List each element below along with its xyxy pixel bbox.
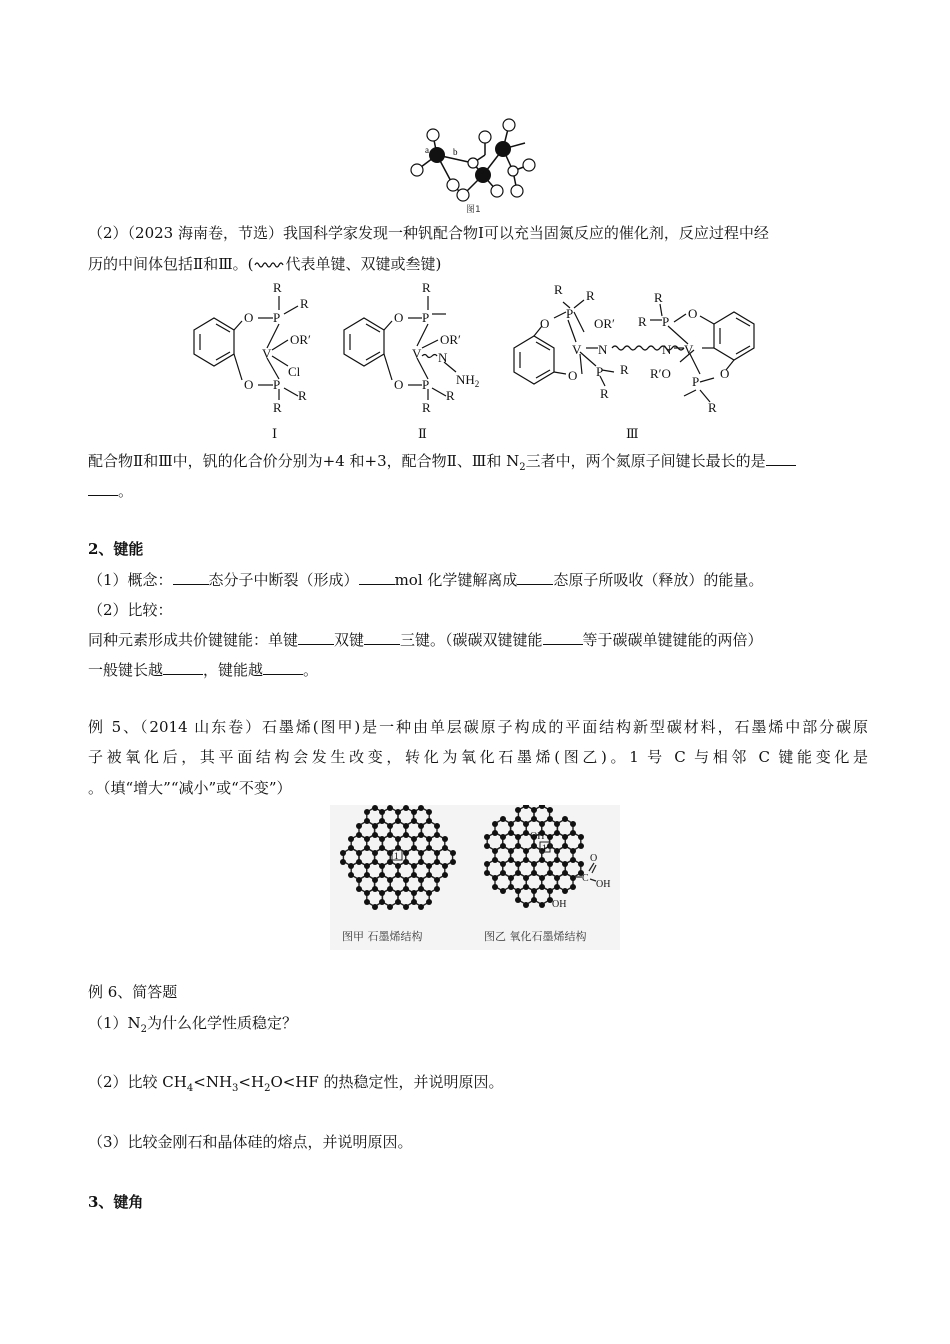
c1-o-bottom: O xyxy=(244,377,254,392)
carbon-atom xyxy=(434,823,440,829)
carbon-atom xyxy=(442,872,448,878)
carbon-atom xyxy=(372,904,378,910)
c2-o-bottom: O xyxy=(394,377,404,392)
carbon-atom xyxy=(492,857,498,863)
blank-single-double[interactable] xyxy=(298,630,334,645)
carbon-atom xyxy=(356,877,362,883)
carbon-atom xyxy=(523,848,529,854)
blank-mol[interactable] xyxy=(359,570,395,585)
carbon-atom xyxy=(500,888,506,894)
carbon-atom xyxy=(523,902,529,908)
c2-r-bottom: R xyxy=(422,400,431,415)
blank-double-triple[interactable] xyxy=(364,630,400,645)
carbon-atom xyxy=(426,836,432,842)
carbon-atom xyxy=(578,843,584,849)
carbon-atom xyxy=(372,832,378,838)
carbon-atom xyxy=(442,845,448,851)
carbon-atom xyxy=(403,904,409,910)
carbon-atom xyxy=(403,850,409,856)
carbon-atom xyxy=(562,861,568,867)
carbon-atom xyxy=(547,870,553,876)
sec2-compare: （2）比较： xyxy=(88,601,173,619)
carbon-atom xyxy=(418,823,424,829)
c2-vanadium: V xyxy=(412,346,422,361)
carbon-atom xyxy=(500,870,506,876)
carbon-atom xyxy=(523,821,529,827)
carbon-atom xyxy=(418,850,424,856)
carbon-atom xyxy=(492,830,498,836)
c3-r-6: R xyxy=(638,314,647,329)
graphene-caption-a: 图甲 石墨烯结构 xyxy=(342,930,423,943)
carbon-atom xyxy=(364,845,370,851)
c1-r-top-right: R xyxy=(300,296,309,311)
carboxyl-oh: OH xyxy=(596,879,611,890)
carbon-atom xyxy=(515,834,521,840)
carbon-atom xyxy=(379,845,385,851)
carbon-atom xyxy=(395,872,401,878)
carbon-atom xyxy=(554,875,560,881)
carbon-atom xyxy=(340,859,346,865)
carbon-atom xyxy=(492,821,498,827)
carbon-atom xyxy=(418,886,424,892)
blank-length[interactable] xyxy=(163,660,203,675)
graphene-caption-b: 图乙 氧化石墨烯结构 xyxy=(484,930,587,943)
c2-or: OR′ xyxy=(440,332,461,347)
carbon-atom xyxy=(562,834,568,840)
carbon-atom xyxy=(484,834,490,840)
ex5-line-2: 子被氧化后，其平面结构会发生改变，转化为氧化石墨烯(图乙)。1 号 C 与相邻 C 键能变化是 xyxy=(88,748,868,766)
q2-line-1: （2）（2023 海南卷，节选）我国科学家发现一种钒配合物Ⅰ可以充当固氮反应的催化剂，反应过程中经 xyxy=(88,224,769,242)
c3-o-2: O xyxy=(568,368,578,383)
c3-p-2: P xyxy=(596,364,604,379)
carbon-atom xyxy=(570,848,576,854)
carbon-atom xyxy=(426,890,432,896)
q2-answer-blank[interactable] xyxy=(766,451,796,466)
label-complex-3: Ⅲ xyxy=(626,426,639,440)
carbon-atom xyxy=(562,870,568,876)
carbon-atom xyxy=(539,902,545,908)
section-2-title: 2、键能 xyxy=(88,540,144,558)
carbon-atom xyxy=(418,805,424,811)
carbon-atom xyxy=(403,823,409,829)
carbon-atom xyxy=(356,886,362,892)
q2-line-2-post: 代表单键、双键或叁键) xyxy=(285,255,442,273)
carbon-atom xyxy=(348,872,354,878)
carbon-atom xyxy=(515,888,521,894)
carbon-atom xyxy=(411,836,417,842)
carbon-atom xyxy=(340,850,346,856)
c3-r-4: R xyxy=(600,386,609,401)
carbon-atom xyxy=(356,832,362,838)
carbon-atom xyxy=(554,857,560,863)
carbon-atom xyxy=(379,890,385,896)
carbon-atom xyxy=(515,816,521,822)
carbon-atom xyxy=(547,816,553,822)
c3-p-4: P xyxy=(692,374,700,389)
carbon-atom xyxy=(562,816,568,822)
carbon-atom xyxy=(500,816,506,822)
carbon-atom xyxy=(531,816,537,822)
c3-n-1: N xyxy=(598,342,608,357)
carbon-atom xyxy=(434,886,440,892)
carbon-atom xyxy=(531,807,537,813)
carbon-atom xyxy=(372,805,378,811)
carbon-atom xyxy=(531,870,537,876)
c2-n: N xyxy=(438,350,448,365)
c1-vanadium: V xyxy=(262,346,272,361)
carbon-atom xyxy=(484,843,490,849)
carbon-atom xyxy=(434,859,440,865)
carbon-atom xyxy=(492,875,498,881)
carbon-atom xyxy=(403,832,409,838)
c1-p-bottom: P xyxy=(273,377,281,392)
oh-label-bottom: OH xyxy=(552,899,567,910)
carbon-atom xyxy=(500,861,506,867)
c3-r-5: R xyxy=(654,290,663,305)
carbon-atom xyxy=(570,857,576,863)
carbon-atom xyxy=(531,888,537,894)
carbon-atom xyxy=(395,809,401,815)
carbon-atom xyxy=(508,830,514,836)
carbon-atom xyxy=(372,877,378,883)
oxide-atom-1-label: 1 xyxy=(542,843,547,853)
carbon-atom xyxy=(554,821,560,827)
ex6-title: 例 6、简答题 xyxy=(88,983,178,1001)
carbon-atom xyxy=(547,861,553,867)
oh-label-top: OH xyxy=(530,831,545,842)
carbon-atom xyxy=(562,843,568,849)
c2-o-top: O xyxy=(394,310,404,325)
blank-energy[interactable] xyxy=(263,660,303,675)
carboxyl-c: C xyxy=(582,873,589,884)
carbon-atom xyxy=(364,890,370,896)
carbon-atom xyxy=(508,848,514,854)
carbon-atom xyxy=(426,899,432,905)
ex6-q2: （2）比较 $CH_4<NH_3<H_2O<HF$ 的热稳定性，并说明原因。 xyxy=(88,1073,504,1094)
sec2-concept: （1）概念： 态分子中断裂（形成） mol 化学键解离成 态原子所吸收（释放）的能量。 xyxy=(88,571,764,589)
carbon-atom xyxy=(418,832,424,838)
carbon-atom xyxy=(539,857,545,863)
c3-r-1: R xyxy=(554,282,563,297)
carbon-atom xyxy=(484,861,490,867)
vanadium-complexes-figure xyxy=(180,278,780,440)
carbon-atom xyxy=(562,888,568,894)
figure-1-caption: 图1 xyxy=(466,205,481,215)
carbon-atom xyxy=(515,807,521,813)
q2-line-2 xyxy=(88,253,868,275)
ex6-q3: （3）比较金刚石和晶体硅的熔点，并说明原因。 xyxy=(88,1133,413,1151)
carbon-atom xyxy=(387,904,393,910)
blank-state-1[interactable] xyxy=(173,570,209,585)
carbon-atom xyxy=(364,818,370,824)
carbon-atom xyxy=(434,850,440,856)
q2-answer-line-2: 。 xyxy=(88,480,868,502)
carbon-atom xyxy=(395,818,401,824)
carbon-atom xyxy=(364,899,370,905)
carbon-atom xyxy=(515,843,521,849)
c2-nh2: $NH_2$ xyxy=(456,372,480,389)
sec2-compare-detail: 同种元素形成共价键键能：单键 双键 三键。（碳碳双键键能 等于碳碳单键键能的两倍） xyxy=(88,631,763,649)
c2-r-top: R xyxy=(422,280,431,295)
ex5-line-1: 例 5、（2014 山东卷）石墨烯(图甲)是一种由单层碳原子构成的平面结构新型碳材料，石墨烯中部分碳原 xyxy=(88,718,868,736)
carbon-atom xyxy=(570,821,576,827)
carbon-atom xyxy=(570,830,576,836)
section-3-title: 3、键角 xyxy=(88,1193,144,1211)
carbon-atom xyxy=(411,863,417,869)
carbon-atom xyxy=(348,836,354,842)
carbon-atom xyxy=(372,886,378,892)
c1-cl: Cl xyxy=(288,364,301,379)
carbon-atom xyxy=(411,890,417,896)
carbon-atom xyxy=(515,897,521,903)
carbon-atom xyxy=(395,890,401,896)
carbon-atom xyxy=(426,863,432,869)
carbon-atom xyxy=(348,863,354,869)
c1-r-bottom-right: R xyxy=(298,388,307,403)
atom-label-a: a xyxy=(425,145,429,155)
c1-p-top: P xyxy=(273,310,281,325)
carbon-atom xyxy=(500,834,506,840)
carbon-atom xyxy=(578,834,584,840)
carbon-atom xyxy=(426,809,432,815)
carbon-atom xyxy=(554,830,560,836)
carbon-atom xyxy=(523,875,529,881)
carbon-atom xyxy=(411,818,417,824)
c3-o-4: O xyxy=(720,366,730,381)
ex5-line-3: 。（填“增大”“减小”或“不变”） xyxy=(88,779,292,797)
c3-r-7: R xyxy=(708,400,717,415)
carbon-atom xyxy=(379,863,385,869)
carbon-atom xyxy=(484,870,490,876)
carbon-atom xyxy=(531,861,537,867)
carbon-atom xyxy=(411,872,417,878)
carbon-atom xyxy=(379,872,385,878)
c1-or: OR′ xyxy=(290,332,311,347)
carbon-atom xyxy=(554,848,560,854)
c2-r-bottom-right: R xyxy=(446,388,455,403)
carbon-atom xyxy=(492,848,498,854)
label-complex-1: Ⅰ xyxy=(272,426,278,440)
carbon-atom xyxy=(523,830,529,836)
carbon-atom xyxy=(426,818,432,824)
sec2-length-energy: 一般键长越 ，键能越 。 xyxy=(88,661,319,679)
q2-answer-line: 配合物Ⅱ和Ⅲ中，钒的化合价分别为+4 和+3，配合物Ⅱ、Ⅲ和 $N_2$三者中，两个氮原子间键长最长的是 xyxy=(88,450,868,472)
c2-p-top: P xyxy=(422,310,430,325)
c2-p-bottom: P xyxy=(422,377,430,392)
carbon-atom xyxy=(356,859,362,865)
carbon-atom xyxy=(372,823,378,829)
carbon-atom xyxy=(418,859,424,865)
carbon-atom xyxy=(364,872,370,878)
carbon-atom xyxy=(395,836,401,842)
carbon-atom xyxy=(515,870,521,876)
carbon-atom xyxy=(356,850,362,856)
carbon-atom xyxy=(387,886,393,892)
carbon-atom xyxy=(450,850,456,856)
carbon-atom xyxy=(379,836,385,842)
carbon-atom xyxy=(442,863,448,869)
c3-o-3: O xyxy=(688,306,698,321)
c3-vanadium-2: V xyxy=(684,342,694,357)
carbon-atom xyxy=(395,863,401,869)
wavy-bond-icon xyxy=(254,260,286,270)
carbon-atom xyxy=(395,899,401,905)
carboxyl-o: O xyxy=(590,853,598,864)
carbon-atom xyxy=(403,877,409,883)
carbon-atom xyxy=(379,809,385,815)
carbon-atom xyxy=(523,884,529,890)
carbon-atom xyxy=(492,884,498,890)
carbon-atom xyxy=(500,843,506,849)
carbon-atom xyxy=(578,861,584,867)
carbon-atom xyxy=(508,884,514,890)
carbon-atom xyxy=(539,884,545,890)
carbon-atom xyxy=(434,832,440,838)
carbon-atom xyxy=(539,821,545,827)
carbon-atom xyxy=(387,823,393,829)
carbon-atom xyxy=(539,875,545,881)
carbon-atom xyxy=(570,884,576,890)
carbon-atom xyxy=(554,884,560,890)
carbon-atom xyxy=(387,877,393,883)
c3-p-1: P xyxy=(566,306,574,321)
c1-r-top: R xyxy=(273,280,282,295)
carbon-atom xyxy=(403,886,409,892)
q2-line-2-pre: 历的中间体包括Ⅱ和Ⅲ。( xyxy=(88,255,254,273)
carbon-atom xyxy=(379,818,385,824)
ex6-q1: $(1)N_2$为什么化学性质稳定？ xyxy=(88,1014,298,1035)
carbon-atom xyxy=(364,809,370,815)
carbon-atom xyxy=(364,836,370,842)
carbon-atom xyxy=(515,861,521,867)
carbon-atom xyxy=(450,859,456,865)
carbon-atom xyxy=(372,859,378,865)
carbon-atom xyxy=(348,845,354,851)
graphene-atom-1-label: 1 xyxy=(394,851,399,861)
carbon-atom xyxy=(570,875,576,881)
c3-vanadium-1: V xyxy=(572,342,582,357)
c1-o-top: O xyxy=(244,310,254,325)
carbon-atom xyxy=(547,807,553,813)
carbon-atom xyxy=(508,821,514,827)
carbon-atom xyxy=(387,805,393,811)
carbon-atom xyxy=(418,877,424,883)
carbon-atom xyxy=(442,836,448,842)
carbon-atom xyxy=(434,877,440,883)
carbon-atom xyxy=(523,857,529,863)
c3-ro: R′O xyxy=(650,366,671,381)
carbon-atom xyxy=(411,899,417,905)
carbon-atom xyxy=(547,888,553,894)
carbon-atom xyxy=(426,845,432,851)
atom-label-b: b xyxy=(453,147,458,157)
carbon-atom xyxy=(411,845,417,851)
carbon-atom xyxy=(403,859,409,865)
c3-p-3: P xyxy=(662,314,670,329)
label-complex-2: Ⅱ xyxy=(418,426,427,440)
carbon-atom xyxy=(379,899,385,905)
carbon-atom xyxy=(508,857,514,863)
c3-r-3: R xyxy=(620,362,629,377)
carbon-atom xyxy=(547,834,553,840)
c3-n-2: N xyxy=(662,342,672,357)
carbon-atom xyxy=(508,875,514,881)
carbon-atom xyxy=(403,805,409,811)
c1-r-bottom: R xyxy=(273,400,282,415)
carbon-atom xyxy=(411,809,417,815)
c3-or: OR′ xyxy=(594,316,615,331)
blank-cc-double[interactable] xyxy=(543,630,583,645)
q2-answer-blank-cont[interactable] xyxy=(88,481,118,496)
c3-o-1: O xyxy=(540,316,550,331)
c3-r-2: R xyxy=(586,288,595,303)
blank-state-2[interactable] xyxy=(517,570,553,585)
carbon-atom xyxy=(387,832,393,838)
carbon-atom xyxy=(356,823,362,829)
carbon-atom xyxy=(426,872,432,878)
carbon-atom xyxy=(418,904,424,910)
carbon-atom xyxy=(531,843,537,849)
carbon-atom xyxy=(364,863,370,869)
carbon-atom xyxy=(531,897,537,903)
carbon-atom xyxy=(372,850,378,856)
